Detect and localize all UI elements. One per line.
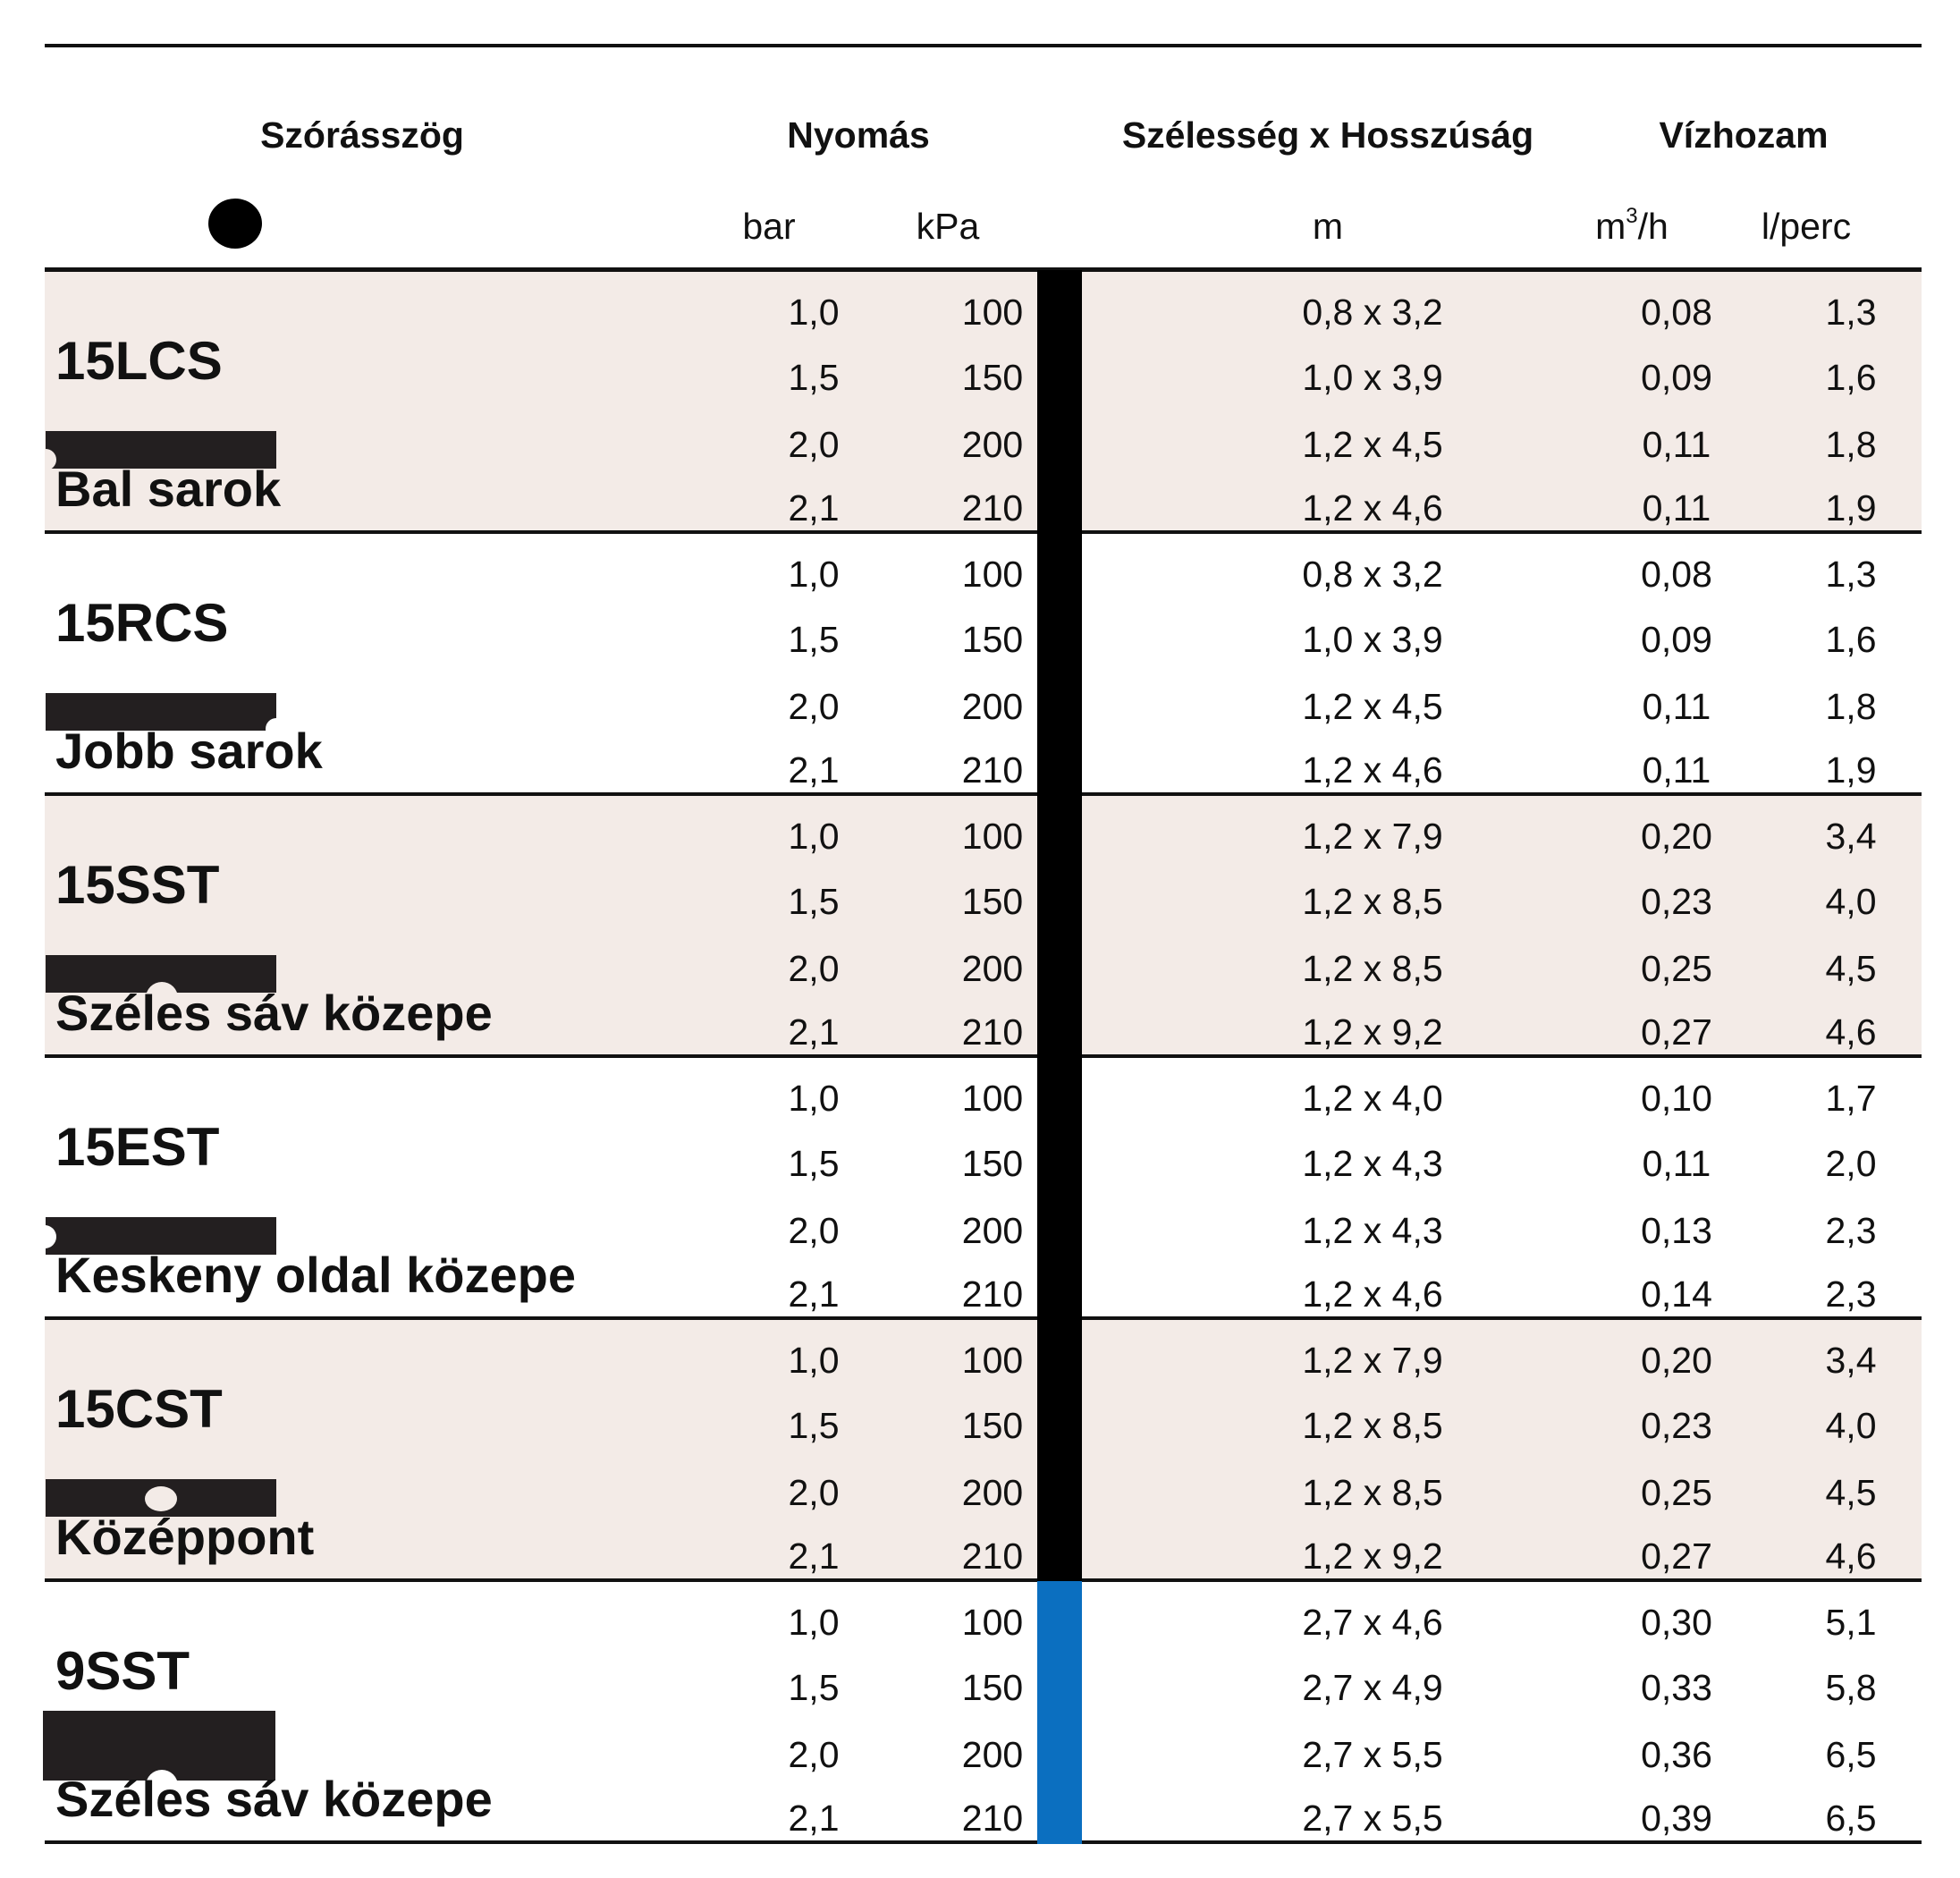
- cell-kpa: 150: [961, 1405, 1024, 1446]
- cell-bar: 1,5: [788, 619, 840, 660]
- cell-m: 1,2 x 8,5: [1302, 1472, 1443, 1513]
- cell-m3h: 0,23: [1641, 1405, 1712, 1446]
- cell-lpm: 5,1: [1825, 1602, 1877, 1643]
- cell-m: 1,2 x 4,5: [1302, 424, 1443, 465]
- cell-m: 1,2 x 7,9: [1302, 816, 1443, 857]
- pattern-label: Bal sarok: [55, 461, 282, 517]
- cell-m3h: 0,09: [1641, 619, 1712, 660]
- cell-m: 2,7 x 5,5: [1302, 1798, 1443, 1839]
- cell-m: 1,2 x 8,5: [1302, 1405, 1443, 1446]
- cell-m: 1,2 x 4,3: [1302, 1210, 1443, 1251]
- cell-kpa: 210: [961, 1798, 1024, 1839]
- table-row: [45, 480, 1922, 534]
- cell-lpm: 1,7: [1825, 1078, 1877, 1119]
- cell-m3h: 0,11: [1642, 686, 1711, 727]
- cell-kpa: 100: [961, 1602, 1024, 1643]
- cell-m: 1,2 x 9,2: [1302, 1535, 1443, 1577]
- model-code: 15EST: [55, 1117, 220, 1177]
- cell-kpa: 150: [961, 881, 1024, 922]
- cell-kpa: 200: [961, 424, 1024, 465]
- table-row: [45, 1136, 1922, 1189]
- cell-kpa: 210: [961, 487, 1024, 529]
- cell-m: 2,7 x 5,5: [1302, 1734, 1443, 1775]
- cell-bar: 1,0: [788, 1078, 840, 1119]
- cell-m3h: 0,30: [1641, 1602, 1712, 1643]
- cell-m3h: 0,23: [1641, 881, 1712, 922]
- cell-bar: 1,0: [788, 1340, 840, 1381]
- pattern-label: Széles sáv közepe: [55, 1771, 493, 1827]
- model-code: 9SST: [55, 1641, 190, 1701]
- cell-m: 0,8 x 3,2: [1302, 554, 1443, 595]
- table-row: [45, 284, 1922, 338]
- cell-lpm: 1,8: [1825, 424, 1877, 465]
- cell-m: 0,8 x 3,2: [1302, 292, 1443, 333]
- cell-bar: 1,0: [788, 554, 840, 595]
- filled-circle-icon: [208, 199, 262, 249]
- cell-m: 1,2 x 4,6: [1302, 487, 1443, 529]
- cell-m: 1,2 x 7,9: [1302, 1340, 1443, 1381]
- cell-lpm: 1,3: [1825, 554, 1877, 595]
- cell-bar: 1,5: [788, 1405, 840, 1446]
- cell-bar: 2,1: [788, 487, 840, 529]
- cell-m3h: 0,13: [1641, 1210, 1712, 1251]
- header-angle: Szórásszög: [260, 114, 464, 156]
- model-code: 15LCS: [55, 331, 223, 391]
- unit-kpa: kPa: [916, 206, 980, 247]
- table-row: [45, 1465, 1922, 1518]
- cell-lpm: 4,0: [1825, 881, 1877, 922]
- table-group: [45, 1058, 1922, 1320]
- cell-kpa: 200: [961, 1210, 1024, 1251]
- cell-lpm: 4,5: [1825, 1472, 1877, 1513]
- cell-m: 1,2 x 8,5: [1302, 881, 1443, 922]
- table-group: [45, 1582, 1922, 1844]
- table-row: [45, 679, 1922, 732]
- table-group: [45, 796, 1922, 1058]
- top-rule: [45, 44, 1922, 47]
- table-row: [45, 1070, 1922, 1124]
- table-row: [45, 808, 1922, 862]
- cell-kpa: 200: [961, 1734, 1024, 1775]
- cell-bar: 1,5: [788, 1667, 840, 1708]
- cell-bar: 2,1: [788, 1273, 840, 1315]
- cell-m: 2,7 x 4,9: [1302, 1667, 1443, 1708]
- cell-kpa: 100: [961, 292, 1024, 333]
- cell-m3h: 0,11: [1642, 424, 1711, 465]
- unit-m: m: [1312, 206, 1344, 247]
- model-code: 15RCS: [55, 593, 229, 653]
- table-row: [45, 350, 1922, 403]
- table-row: [45, 1203, 1922, 1256]
- cell-bar: 1,0: [788, 1602, 840, 1643]
- cell-m3h: 0,36: [1641, 1734, 1712, 1775]
- cell-lpm: 1,6: [1825, 619, 1877, 660]
- table-row: [45, 1727, 1922, 1781]
- cell-bar: 2,1: [788, 1011, 840, 1053]
- pattern-label: Középpont: [55, 1509, 315, 1565]
- model-code: 15SST: [55, 855, 220, 915]
- cell-m3h: 0,39: [1641, 1798, 1712, 1839]
- cell-kpa: 150: [961, 1143, 1024, 1184]
- cell-bar: 1,5: [788, 881, 840, 922]
- cell-m3h: 0,08: [1641, 292, 1712, 333]
- cell-m: 1,2 x 4,0: [1302, 1078, 1443, 1119]
- table-row: [45, 742, 1922, 796]
- cell-m3h: 0,27: [1641, 1011, 1712, 1053]
- cell-kpa: 100: [961, 1078, 1024, 1119]
- table-group: [45, 534, 1922, 796]
- cell-bar: 1,5: [788, 357, 840, 398]
- cell-m3h: 0,20: [1641, 816, 1712, 857]
- pattern-label: Keskeny oldal közepe: [55, 1247, 577, 1303]
- cell-bar: 2,1: [788, 1535, 840, 1577]
- cell-bar: 2,0: [788, 948, 840, 989]
- cell-kpa: 200: [961, 1472, 1024, 1513]
- unit-bar: bar: [742, 206, 796, 247]
- cell-lpm: 4,6: [1825, 1535, 1877, 1577]
- cell-kpa: 210: [961, 1535, 1024, 1577]
- cell-lpm: 4,5: [1825, 948, 1877, 989]
- cell-kpa: 210: [961, 1011, 1024, 1053]
- table-row: [45, 1528, 1922, 1582]
- cell-lpm: 2,0: [1825, 1143, 1877, 1184]
- cell-m: 1,2 x 9,2: [1302, 1011, 1443, 1053]
- cell-m3h: 0,08: [1641, 554, 1712, 595]
- table-row: [45, 1790, 1922, 1844]
- cell-m: 1,2 x 4,3: [1302, 1143, 1443, 1184]
- cell-lpm: 6,5: [1825, 1734, 1877, 1775]
- cell-m: 1,2 x 4,6: [1302, 1273, 1443, 1315]
- cell-lpm: 1,9: [1825, 749, 1877, 791]
- cell-lpm: 1,3: [1825, 292, 1877, 333]
- cell-m3h: 0,14: [1641, 1273, 1712, 1315]
- cell-bar: 2,0: [788, 1472, 840, 1513]
- cell-kpa: 100: [961, 816, 1024, 857]
- header-pressure: Nyomás: [787, 114, 930, 156]
- cell-kpa: 200: [961, 686, 1024, 727]
- cell-kpa: 100: [961, 554, 1024, 595]
- cell-m3h: 0,27: [1641, 1535, 1712, 1577]
- cell-m: 2,7 x 4,6: [1302, 1602, 1443, 1643]
- cell-lpm: 1,6: [1825, 357, 1877, 398]
- table-group: [45, 272, 1922, 534]
- cell-m3h: 0,20: [1641, 1340, 1712, 1381]
- cell-kpa: 150: [961, 619, 1024, 660]
- table-group: [45, 1320, 1922, 1582]
- cell-m: 1,2 x 8,5: [1302, 948, 1443, 989]
- cell-kpa: 210: [961, 1273, 1024, 1315]
- table-row: [45, 1266, 1922, 1320]
- cell-m: 1,0 x 3,9: [1302, 357, 1443, 398]
- cell-m: 1,2 x 4,6: [1302, 749, 1443, 791]
- cell-bar: 1,0: [788, 292, 840, 333]
- table-row: [45, 612, 1922, 665]
- cell-bar: 2,1: [788, 749, 840, 791]
- cell-m3h: 0,25: [1641, 1472, 1712, 1513]
- divider-bar-blue: [1037, 1581, 1082, 1844]
- table-row: [45, 1660, 1922, 1713]
- pattern-label: Jobb sarok: [55, 723, 323, 779]
- cell-m3h: 0,11: [1642, 1143, 1711, 1184]
- model-code: 15CST: [55, 1379, 223, 1439]
- cell-bar: 2,1: [788, 1798, 840, 1839]
- unit-lpm: l/perc: [1761, 206, 1852, 247]
- table-row: [45, 941, 1922, 994]
- table-row: [45, 1004, 1922, 1058]
- table-row: [45, 546, 1922, 600]
- cell-lpm: 4,6: [1825, 1011, 1877, 1053]
- unit-m3h: $m^3/h$: [1595, 204, 1669, 247]
- cell-m: 1,0 x 3,9: [1302, 619, 1443, 660]
- cell-lpm: 1,8: [1825, 686, 1877, 727]
- cell-kpa: 100: [961, 1340, 1024, 1381]
- pattern-label: Széles sáv közepe: [55, 985, 493, 1041]
- cell-lpm: 5,8: [1825, 1667, 1877, 1708]
- cell-kpa: 200: [961, 948, 1024, 989]
- cell-m3h: 0,11: [1642, 749, 1711, 791]
- table-row: [45, 874, 1922, 927]
- cell-lpm: 3,4: [1825, 1340, 1877, 1381]
- table-row: [45, 1595, 1922, 1648]
- cell-bar: 1,5: [788, 1143, 840, 1184]
- cell-lpm: 1,9: [1825, 487, 1877, 529]
- cell-bar: 1,0: [788, 816, 840, 857]
- cell-lpm: 2,3: [1825, 1273, 1877, 1315]
- cell-bar: 2,0: [788, 686, 840, 727]
- header-flow: Vízhozam: [1659, 114, 1829, 156]
- group-rule: [45, 1840, 1922, 1844]
- table-row: [45, 417, 1922, 470]
- cell-kpa: 210: [961, 749, 1024, 791]
- divider-bar-black: [1037, 270, 1082, 1581]
- table-row: [45, 1332, 1922, 1386]
- table-row: [45, 1398, 1922, 1451]
- cell-m3h: 0,11: [1642, 487, 1711, 529]
- cell-m3h: 0,25: [1641, 948, 1712, 989]
- cell-kpa: 150: [961, 1667, 1024, 1708]
- cell-lpm: 3,4: [1825, 816, 1877, 857]
- cell-m3h: 0,10: [1641, 1078, 1712, 1119]
- cell-m3h: 0,33: [1641, 1667, 1712, 1708]
- cell-m3h: 0,09: [1641, 357, 1712, 398]
- cell-lpm: 4,0: [1825, 1405, 1877, 1446]
- cell-bar: 2,0: [788, 1210, 840, 1251]
- header-dimensions: Szélesség x Hosszúság: [1121, 114, 1534, 156]
- cell-kpa: 150: [961, 357, 1024, 398]
- cell-lpm: 6,5: [1825, 1798, 1877, 1839]
- cell-bar: 2,0: [788, 424, 840, 465]
- cell-lpm: 2,3: [1825, 1210, 1877, 1251]
- cell-bar: 2,0: [788, 1734, 840, 1775]
- cell-m: 1,2 x 4,5: [1302, 686, 1443, 727]
